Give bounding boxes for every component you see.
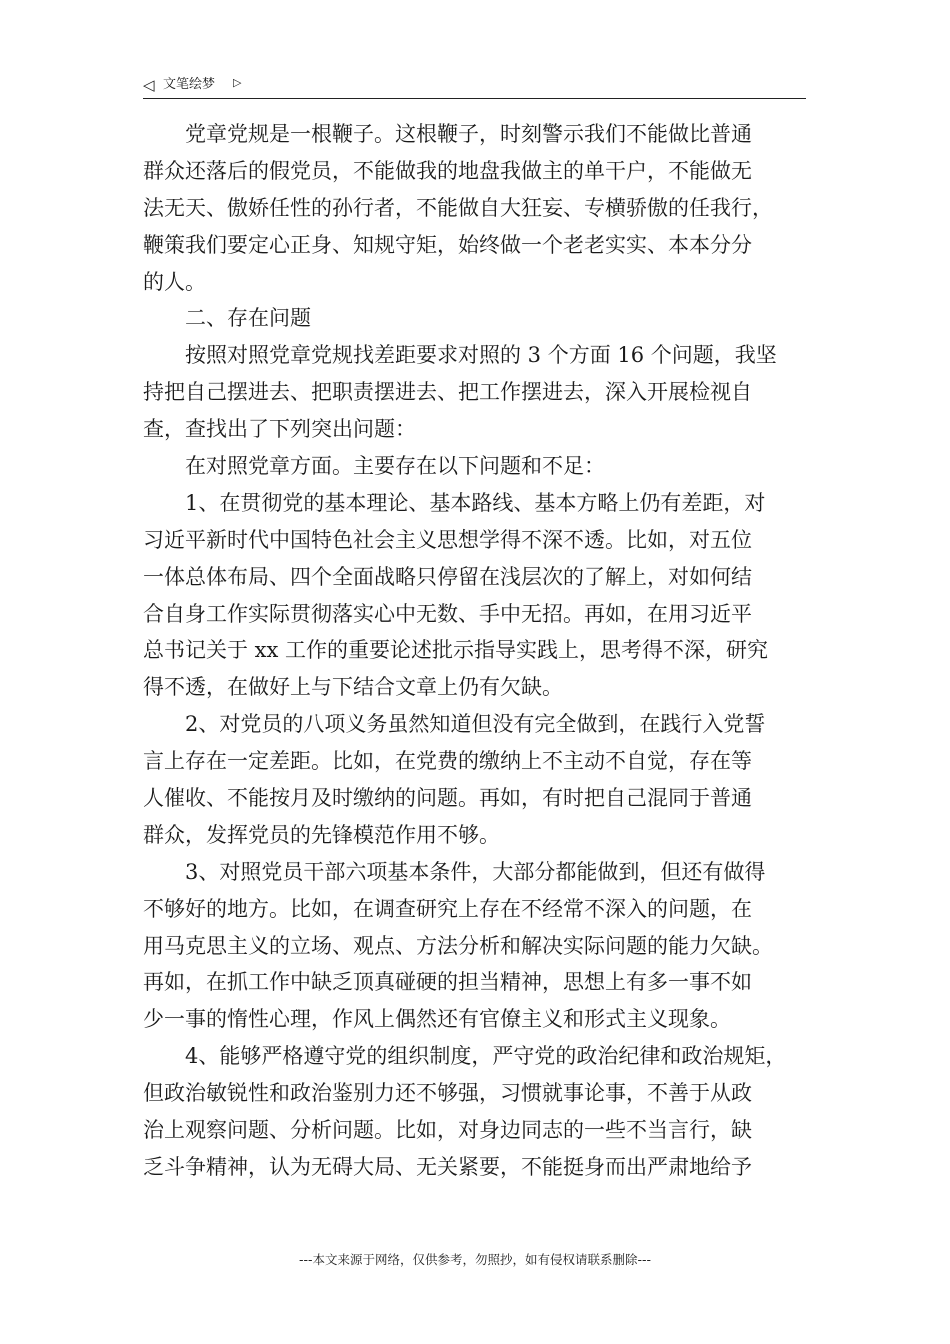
- text-line: 言上存在一定差距。比如，在党费的缴纳上不主动不自觉，存在等: [143, 749, 752, 774]
- text-line: 查，查找出了下列突出问题：: [143, 417, 416, 442]
- text-line: 得不透，在做好上与下结合文章上仍有欠缺。: [143, 675, 563, 700]
- text-line: 少一事的惰性心理，作风上偶然还有官僚主义和形式主义现象。: [143, 1007, 731, 1032]
- text-line: 人催收、不能按月及时缴纳的问题。再如，有时把自己混同于普通: [143, 786, 752, 811]
- text-line: 鞭策我们要定心正身、知规守矩，始终做一个老老实实、本本分分: [143, 232, 752, 257]
- text-line: 在对照党章方面。主要存在以下问题和不足：: [143, 454, 605, 479]
- text-line: 习近平新时代中国特色社会主义思想学得不深不透。比如，对五位: [143, 527, 752, 552]
- text-line: 2、对党员的八项义务虽然知道但没有完全做到，在践行入党誓: [143, 712, 766, 737]
- left-triangle-outline-icon: ◁: [143, 76, 155, 94]
- text-line: 4、能够严格遵守党的组织制度，严守党的政治纪律和政治规矩，: [143, 1044, 787, 1069]
- text-line: 二、存在问题: [143, 306, 311, 331]
- text-line: 群众，发挥党员的先锋模范作用不够。: [143, 822, 500, 847]
- footer-disclaimer: ---本文来源于网络，仅供参考，勿照抄，如有侵权请联系删除---: [298, 1252, 652, 1267]
- page-header: [143, 72, 806, 99]
- text-line: 但政治敏锐性和政治鉴别力还不够强，习惯就事论事，不善于从政: [143, 1081, 752, 1106]
- text-line: 一体总体布局、四个全面战略只停留在浅层次的了解上，对如何结: [143, 564, 752, 589]
- text-line: 群众还落后的假党员，不能做我的地盘我做主的单干户，不能做无: [143, 158, 752, 183]
- text-line: 不够好的地方。比如，在调查研究上存在不经常不深入的问题，在: [143, 896, 752, 921]
- right-triangle-outline-icon: ▷: [233, 76, 242, 89]
- text-line: 按照对照党章党规找差距要求对照的 3 个方面 16 个问题，我坚: [143, 343, 777, 368]
- text-line: 党章党规是一根鞭子。这根鞭子，时刻警示我们不能做比普通: [143, 122, 752, 146]
- text-line: 合自身工作实际贯彻落实心中无数、手中无招。再如，在用习近平: [143, 601, 752, 626]
- text-line: 1、在贯彻党的基本理论、基本路线、基本方略上仍有差距，对: [143, 490, 766, 515]
- document-body: [143, 116, 806, 1186]
- text-line: 治上观察问题、分析问题。比如，对身边同志的一些不当言行，缺: [143, 1118, 752, 1143]
- text-line: 持把自己摆进去、把职责摆进去、把工作摆进去，深入开展检视自: [143, 380, 752, 405]
- text-line: 法无天、傲娇任性的孙行者，不能做自大狂妄、专横骄傲的任我行，: [143, 195, 773, 220]
- text-line: 总书记关于 xx 工作的重要论述批示指导实践上，思考得不深，研究: [143, 638, 769, 663]
- text-line: 再如，在抓工作中缺乏顶真碰硬的担当精神，思想上有多一事不如: [143, 970, 752, 995]
- text-line: 用马克思主义的立场、观点、方法分析和解决实际问题的能力欠缺。: [143, 933, 773, 958]
- header-brand: 文笔绘梦: [163, 77, 216, 92]
- text-line: 的人。: [143, 269, 206, 294]
- text-line: 乏斗争精神，认为无碍大局、无关紧要，不能挺身而出严肃地给予: [143, 1154, 752, 1179]
- text-line: 3、对照党员干部六项基本条件，大部分都能做到，但还有做得: [143, 859, 766, 884]
